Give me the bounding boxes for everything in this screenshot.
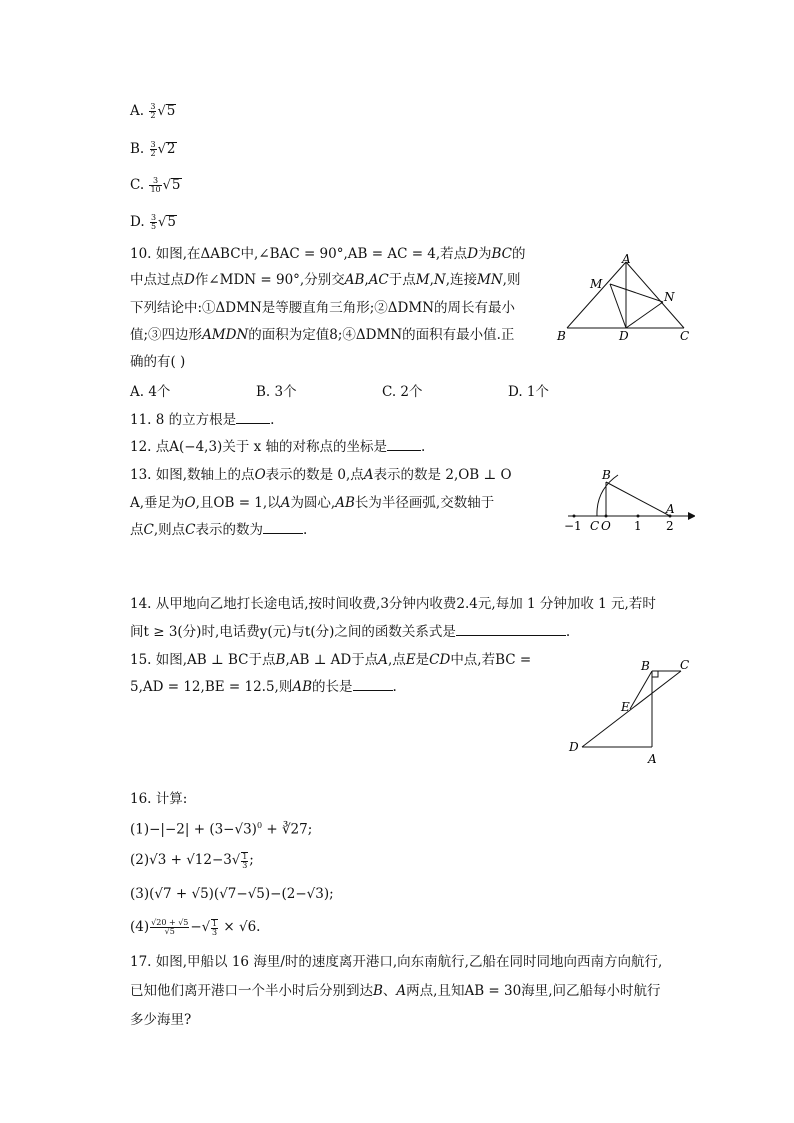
q12-line: 12. 点A(−4,3)关于 x 轴的对称点的坐标是 . [130,439,426,455]
q13-number-line-figure [560,466,695,536]
q17-line3: 多少海里? [130,1012,192,1028]
q16-title: 16. 计算: [130,791,188,807]
q14-line1: 14. 从甲地向乙地打长途电话,按时间收费,3分钟内收费2.4元,每加 1 分钟加收 1 元,若时 [130,596,656,612]
answer-blank[interactable] [353,678,393,691]
answer-blank[interactable] [456,623,566,636]
tick-minus-one [573,515,576,518]
q16-part4: (4) $\frac{√20 + √5}{√5}$ −√ $\frac{1}{3}$ × √6. [130,918,261,937]
label-e: E [621,700,630,714]
fraction: $\frac{3}{5}$ [150,213,157,231]
q15-figure [565,655,695,770]
q10-option-a: A. 4个 [130,384,171,400]
label-c: C [680,329,690,343]
q10-line2: 中点过点D作∠MDN = 90°,分别交AB,AC于点M,N,连接MN,则 [130,272,521,288]
option-b: B. $\frac{3}{2}$ √2 [130,140,176,158]
segment-md [610,284,626,328]
q10-line5: 确的有( ) [130,354,186,370]
q14-line2: 间t ≥ 3(分)时,电话费y(元)与t(分)之间的函数关系式是 . [130,624,571,640]
q15-line1: 15. 如图,AB ⊥ BC于点B,AB ⊥ AD于点A,点E是CD中点,若BC = [130,652,532,668]
label-d: D [619,329,629,343]
q16-part3: (3)(√7 + √5)(√7−√5)−(2−√3); [130,886,334,902]
q13-line2: A,垂足为O,且OB = 1,以A为圆心,AB长为半径画弧,交数轴于 [130,495,495,511]
right-angle-mark [652,671,658,677]
option-d: D. $\frac{3}{5}$ √5 [130,213,176,231]
label-n: N [664,290,675,304]
q13-line3: 点C,则点C表示的数为 . [130,522,308,538]
answer-blank[interactable] [263,521,303,534]
label-b: B [602,468,611,482]
segment-cd [582,671,681,747]
q13-line1: 13. 如图,数轴上的点O表示的数是 0,点A表示的数是 2,OB ⊥ O [130,467,512,483]
label-a: A [648,752,657,766]
label-two: 2 [666,519,674,533]
label-d: D [569,740,579,754]
q10-line1: 10. 如图,在ΔABC中,∠BAC = 90°,AB = AC = 4,若点D为BC的 [130,246,526,262]
label-a: A [622,252,631,266]
arrow-icon [688,512,695,520]
tick-zero [605,515,608,518]
label-minus-one: −1 [564,519,582,533]
segment-ab [606,482,670,516]
edge-ac [626,262,684,328]
label-m: M [590,277,603,291]
label-a: A [666,502,675,516]
q10-figure [552,250,702,345]
tick-one [637,515,640,518]
fraction: $\frac{3}{2}$ [150,140,156,158]
label-one: 1 [634,519,642,533]
fraction: $\frac{1}{3}$ [242,851,248,870]
q15-line2: 5,AD = 12,BE = 12.5,则AB的长是 . [130,679,397,695]
q16-part2: (2)√3 + √12−3√ $\frac{1}{3}$ ; [130,851,254,870]
answer-blank[interactable] [236,411,270,424]
edge-ab [567,262,626,328]
answer-blank[interactable] [387,438,421,451]
segment-dn [626,302,663,328]
label-c: C [680,658,690,672]
q10-option-d: D. 1个 [508,384,550,400]
segment-be [630,671,652,709]
label-c: C [590,519,600,533]
label-b: B [641,659,650,673]
fraction: $\frac{3}{2}$ [150,102,156,120]
q11-line: 11. 8 的立方根是 . [130,412,275,428]
option-c: C. $\frac{3}{10}$ √5 [130,176,181,194]
segment-mn [610,284,663,302]
fraction: $\frac{√20 + √5}{√5}$ [151,918,189,936]
fraction: $\frac{1}{3}$ [212,918,218,937]
q17-line1: 17. 如图,甲船以 16 海里/时的速度离开港口,向东南航行,乙船在同时同地向西南方向航行, [130,954,663,970]
q10-line3: 下列结论中:①ΔDMN是等腰直角三角形;②ΔDMN的周长有最小 [130,300,516,316]
q10-option-c: C. 2个 [382,384,423,400]
q10-line4: 值;③四边形AMDN的面积为定值8;④ΔDMN的面积有最小值.正 [130,327,515,343]
label-b: B [557,329,566,343]
fraction: $\frac{3}{10}$ [150,176,161,194]
q16-part1: $(1)-|-2| + (3-√3)^0$ + ∛27; [130,821,313,838]
option-a: A. $\frac{3}{2}$ √5 [130,102,176,120]
q17-line2: 已知他们离开港口一个半小时后分别到达B、A两点,且知AB = 30海里,问乙船每小时航行 [130,983,661,999]
q10-option-b: B. 3个 [256,384,297,400]
label-o: O [601,519,611,533]
